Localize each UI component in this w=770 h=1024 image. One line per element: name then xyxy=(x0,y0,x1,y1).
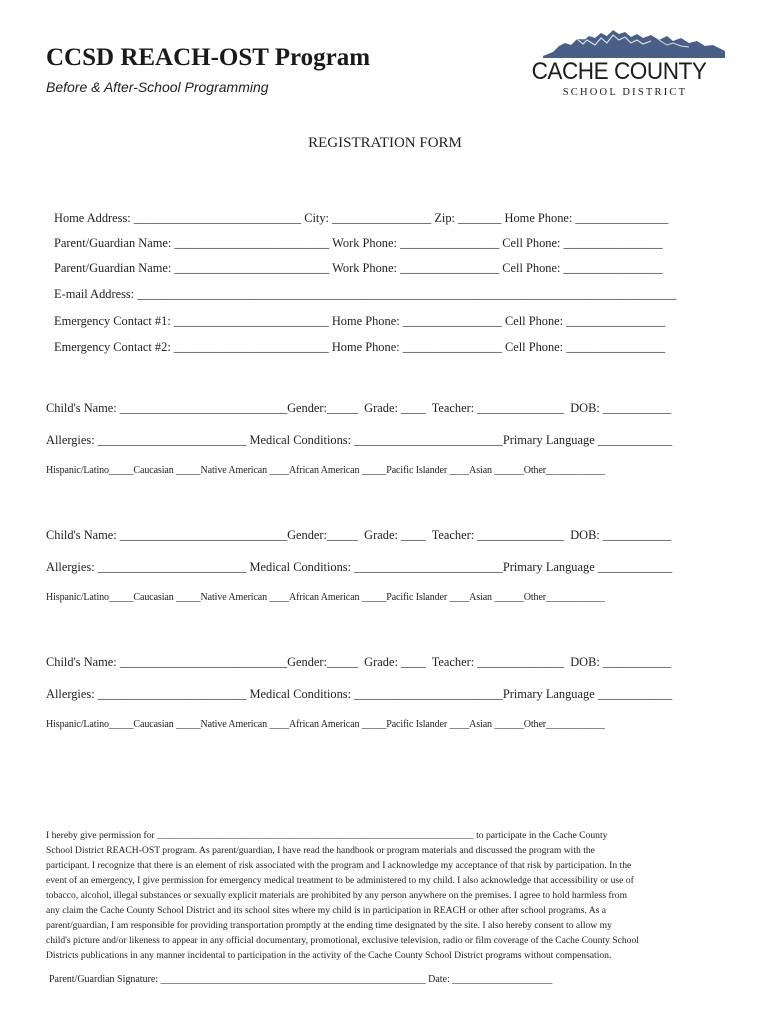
permission-line: School District REACH-OST program. As parent/guardian, I have read the handbook or program materials and discussed the program with the xyxy=(46,845,595,856)
emergency-contact-row-2[interactable]: Emergency Contact #2: _________________________ Home Phone: ________________ Cell Phone: ________________ xyxy=(54,340,666,354)
parent-guardian-row-2[interactable]: Parent/Guardian Name: _________________________ Work Phone: ________________ Cell Phone: ________________ xyxy=(54,261,663,275)
home-address-row[interactable]: Home Address: ___________________________ City: ________________ Zip: _______ Home Phone: _______________ xyxy=(54,211,669,225)
signature-row[interactable]: Parent/Guardian Signature: _____________________________________________________ Date: ____________________ xyxy=(49,974,553,985)
permission-statement xyxy=(46,828,730,963)
child-1-allergies-row[interactable]: Allergies: ________________________ Medical Conditions: ________________________Primary Language ____________ xyxy=(46,433,673,447)
permission-line: child's picture and/or likeness to appear in any official documentary, promotional, exclusive television, radio or film coverage of the Cache County School xyxy=(46,935,639,946)
child-3-allergies-row[interactable]: Allergies: ________________________ Medical Conditions: ________________________Primary Language ____________ xyxy=(46,687,673,701)
child-3-name-row[interactable]: Child's Name: ___________________________Gender:_____ Grade: ____ Teacher: ______________ DOB: ___________ xyxy=(46,655,672,669)
page-title: CCSD REACH-OST Program xyxy=(46,44,371,71)
child-2-ethnicity-row[interactable]: Hispanic/Latino_____Caucasian _____Native American ____African American _____Pacific Islander ____Asian ______Other____________ xyxy=(46,592,605,603)
district-logo xyxy=(525,26,725,102)
page-subtitle: Before & After-School Programming xyxy=(46,79,269,95)
emergency-contact-row-1[interactable]: Emergency Contact #1: _________________________ Home Phone: ________________ Cell Phone: ________________ xyxy=(54,314,666,328)
form-title: REGISTRATION FORM xyxy=(308,135,462,151)
child-2-name-row[interactable]: Child's Name: ___________________________Gender:_____ Grade: ____ Teacher: ______________ DOB: ___________ xyxy=(46,528,672,542)
permission-line: participant. I recognize that there is an element of risk associated with the program and I acknowledge my acceptance of that risk by participation. In the xyxy=(46,860,632,871)
child-1-ethnicity-row[interactable]: Hispanic/Latino_____Caucasian _____Native American ____African American _____Pacific Islander ____Asian ______Other____________ xyxy=(46,465,605,476)
permission-line: parent/guardian, I am responsible for providing transportation promptly at the ending time designated by the site. I also hereby consent to allow my xyxy=(46,920,612,931)
permission-line: tobacco, alcohol, illegal substances or sexually explicit materials are prohibited by any person anywhere on the premises. I agree to hold harmless from xyxy=(46,890,628,901)
child-1-name-row[interactable]: Child's Name: ___________________________Gender:_____ Grade: ____ Teacher: ______________ DOB: ___________ xyxy=(46,401,672,415)
child-3-ethnicity-row[interactable]: Hispanic/Latino_____Caucasian _____Native American ____African American _____Pacific Islander ____Asian ______Other____________ xyxy=(46,719,605,730)
email-address-row[interactable]: E-mail Address: _______________________________________________________________________________________ xyxy=(54,287,677,301)
child-2-allergies-row[interactable]: Allergies: ________________________ Medical Conditions: ________________________Primary Language ____________ xyxy=(46,560,673,574)
permission-line[interactable]: I hereby give permission for __________________________________________________________________ to participate in the Cache County xyxy=(46,830,608,841)
logo-subtitle: SCHOOL DISTRICT xyxy=(562,87,688,98)
mountain-range-icon xyxy=(543,26,725,58)
permission-line: Districts publications in any manner incidental to participation in the activity of the Cache County School District programs without compensation. xyxy=(46,950,612,961)
permission-line: any claim the Cache County School District and its school sites where my child is in participation in REACH or other after school programs. As a xyxy=(46,905,607,916)
parent-guardian-row-1[interactable]: Parent/Guardian Name: _________________________ Work Phone: ________________ Cell Phone: ________________ xyxy=(54,236,663,250)
logo-name: CACHE COUNTY xyxy=(531,58,707,85)
permission-line: event of an emergency, I give permission for emergency medical treatment to be administered to my child. I also acknowledge that accessibility or use of xyxy=(46,875,634,886)
